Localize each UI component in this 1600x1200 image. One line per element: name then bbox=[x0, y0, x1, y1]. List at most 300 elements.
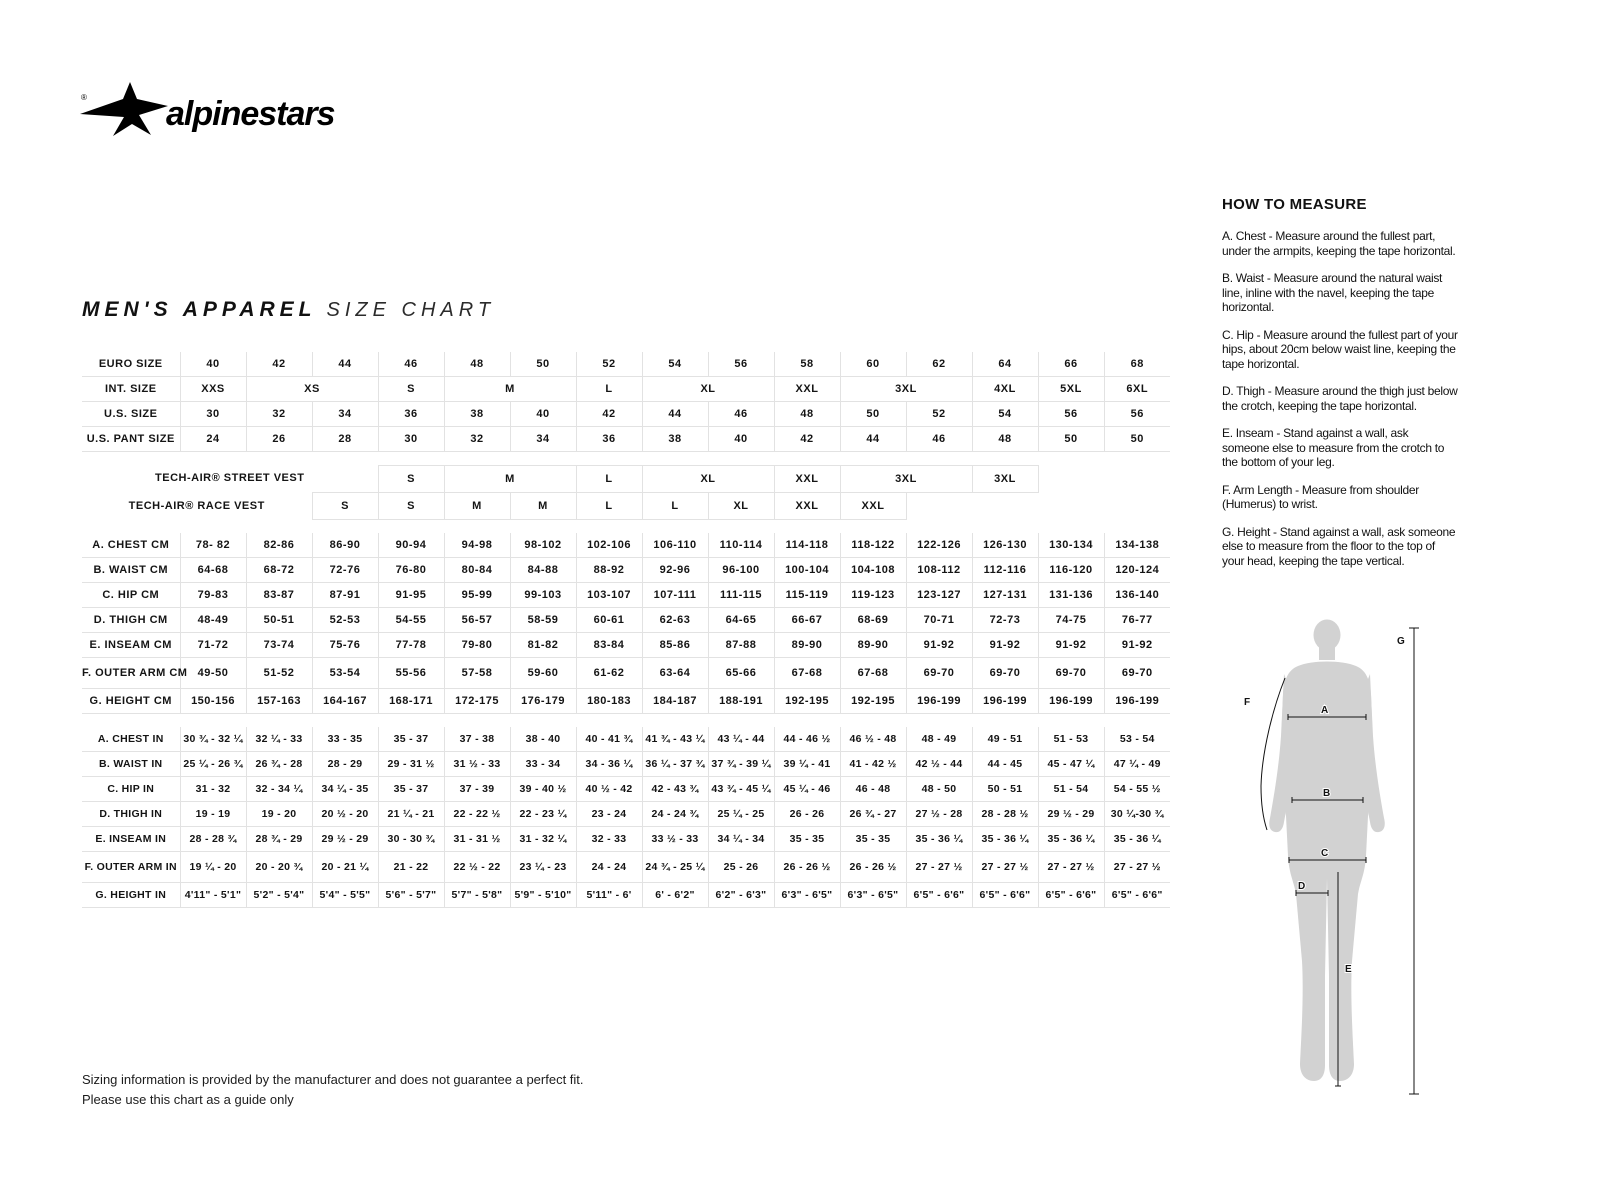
size-cell: 58-59 bbox=[510, 608, 576, 633]
size-cell: 26 - 26 ½ bbox=[774, 852, 840, 883]
size-cell: 46 bbox=[708, 402, 774, 427]
size-cell: 34 ¼ - 34 bbox=[708, 827, 774, 852]
size-cell: 50-51 bbox=[246, 608, 312, 633]
footer-disclaimer bbox=[82, 1070, 584, 1109]
size-cell: 66 bbox=[1038, 352, 1104, 377]
table-spacer bbox=[82, 452, 1170, 466]
size-cell: 75-76 bbox=[312, 633, 378, 658]
size-cell: 30 bbox=[180, 402, 246, 427]
size-cell: 33 - 34 bbox=[510, 752, 576, 777]
size-cell: 48 - 50 bbox=[906, 777, 972, 802]
size-cell: 30 ¼-30 ¾ bbox=[1104, 802, 1170, 827]
size-cell: 28 - 28 ½ bbox=[972, 802, 1038, 827]
size-cell: 32 ¼ - 33 bbox=[246, 727, 312, 752]
size-cell: 30 - 30 ¾ bbox=[378, 827, 444, 852]
page-title-sub: SIZE CHART bbox=[326, 299, 496, 321]
size-cell: 176-179 bbox=[510, 689, 576, 714]
size-cell: 127-131 bbox=[972, 583, 1038, 608]
size-cell: 42 bbox=[246, 352, 312, 377]
size-cell: 27 ½ - 28 bbox=[906, 802, 972, 827]
empty-cell bbox=[906, 493, 1170, 520]
size-cell: 52 bbox=[576, 352, 642, 377]
size-cell: M bbox=[444, 377, 576, 402]
how-to-measure-section bbox=[1222, 196, 1458, 581]
table-row-euro-size bbox=[82, 352, 1170, 377]
size-cell: 72-73 bbox=[972, 608, 1038, 633]
size-cell: 51 - 54 bbox=[1038, 777, 1104, 802]
table-spacer bbox=[82, 714, 1170, 728]
size-cell: 32 - 33 bbox=[576, 827, 642, 852]
size-cell: 196-199 bbox=[1104, 689, 1170, 714]
size-cell: 28 ¾ - 29 bbox=[246, 827, 312, 852]
row-label-thigh-in: D. THIGH IN bbox=[82, 802, 180, 827]
size-cell: 35 - 36 ¼ bbox=[972, 827, 1038, 852]
size-cell: 66-67 bbox=[774, 608, 840, 633]
size-cell: 23 ¼ - 23 bbox=[510, 852, 576, 883]
diagram-label-arm: F bbox=[1244, 697, 1251, 708]
size-cell: XXL bbox=[774, 377, 840, 402]
registered-mark: ® bbox=[81, 93, 87, 102]
size-cell: 87-91 bbox=[312, 583, 378, 608]
size-cell: 46 bbox=[378, 352, 444, 377]
size-cell: 112-116 bbox=[972, 558, 1038, 583]
size-cell: M bbox=[444, 493, 510, 520]
row-label-chest-cm: A. CHEST CM bbox=[82, 533, 180, 558]
size-cell: 35 - 37 bbox=[378, 777, 444, 802]
brand-wordmark: alpinestars bbox=[166, 95, 335, 133]
size-cell: 24 ¾ - 25 ¼ bbox=[642, 852, 708, 883]
size-cell: 64-65 bbox=[708, 608, 774, 633]
size-cell: S bbox=[378, 493, 444, 520]
size-cell: 5'11" - 6' bbox=[576, 883, 642, 908]
size-cell: 27 - 27 ½ bbox=[1038, 852, 1104, 883]
size-cell: 6'3" - 6'5" bbox=[774, 883, 840, 908]
table-row-tech-air-street-vest bbox=[82, 466, 1170, 493]
size-cell: 6'2" - 6'3" bbox=[708, 883, 774, 908]
size-cell: 61-62 bbox=[576, 658, 642, 689]
table-row-chest-in bbox=[82, 727, 1170, 752]
size-cell: 55-56 bbox=[378, 658, 444, 689]
size-cell: 50 bbox=[1038, 427, 1104, 452]
size-cell: L bbox=[642, 493, 708, 520]
measure-instruction-0: A. Chest - Measure around the fullest part, under the armpits, keeping the tape horizontal. bbox=[1222, 229, 1456, 258]
row-label-inseam-cm: E. INSEAM CM bbox=[82, 633, 180, 658]
size-cell: 92-96 bbox=[642, 558, 708, 583]
size-cell: 56 bbox=[708, 352, 774, 377]
size-cell: 54-55 bbox=[378, 608, 444, 633]
size-cell: 81-82 bbox=[510, 633, 576, 658]
size-cell: 21 - 22 bbox=[378, 852, 444, 883]
size-cell: 103-107 bbox=[576, 583, 642, 608]
size-cell: 26 - 26 bbox=[774, 802, 840, 827]
table-row-hip-in bbox=[82, 777, 1170, 802]
size-cell: L bbox=[576, 493, 642, 520]
size-cell: 22 - 23 ¼ bbox=[510, 802, 576, 827]
size-cell: 196-199 bbox=[972, 689, 1038, 714]
size-cell: 36 ¼ - 37 ¾ bbox=[642, 752, 708, 777]
table-row-inseam-in bbox=[82, 827, 1170, 852]
size-cell: 91-92 bbox=[972, 633, 1038, 658]
row-label-us-size: U.S. SIZE bbox=[82, 402, 180, 427]
size-cell: 49 - 51 bbox=[972, 727, 1038, 752]
size-cell: 35 - 35 bbox=[774, 827, 840, 852]
size-cell: 32 - 34 ¼ bbox=[246, 777, 312, 802]
size-cell: 62 bbox=[906, 352, 972, 377]
size-cell: 56 bbox=[1038, 402, 1104, 427]
size-cell: 46 bbox=[906, 427, 972, 452]
size-cell: 91-92 bbox=[1038, 633, 1104, 658]
size-cell: 5'6" - 5'7" bbox=[378, 883, 444, 908]
size-cell: L bbox=[576, 377, 642, 402]
size-cell: 36 bbox=[576, 427, 642, 452]
measure-instruction-5: F. Arm Length - Measure from shoulder (Humerus) to wrist. bbox=[1222, 482, 1419, 511]
table-row-inseam-cm bbox=[82, 633, 1170, 658]
size-cell: 157-163 bbox=[246, 689, 312, 714]
size-cell: 35 - 36 ¼ bbox=[1038, 827, 1104, 852]
size-cell: 3XL bbox=[972, 466, 1038, 493]
size-cell: 44 bbox=[642, 402, 708, 427]
measure-instruction-6: G. Height - Stand against a wall, ask someone else to measure from the floor to the top of your head, keeping the tape vertical. bbox=[1222, 524, 1456, 568]
size-cell: 106-110 bbox=[642, 533, 708, 558]
size-cell: XL bbox=[642, 466, 774, 493]
row-label-hip-in: C. HIP IN bbox=[82, 777, 180, 802]
size-cell: 27 - 27 ½ bbox=[1104, 852, 1170, 883]
size-cell: 88-92 bbox=[576, 558, 642, 583]
size-cell: 49-50 bbox=[180, 658, 246, 689]
size-cell: 68-72 bbox=[246, 558, 312, 583]
size-cell: 6' - 6'2" bbox=[642, 883, 708, 908]
size-cell: 43 ¾ - 45 ¼ bbox=[708, 777, 774, 802]
size-cell: XXL bbox=[774, 493, 840, 520]
measure-instruction-3: D. Thigh - Measure around the thigh just below the crotch, keeping the tape horizontal. bbox=[1222, 384, 1458, 413]
size-cell: 50 bbox=[510, 352, 576, 377]
size-cell: 90-94 bbox=[378, 533, 444, 558]
empty-cell bbox=[1038, 466, 1170, 493]
size-cell: 51-52 bbox=[246, 658, 312, 689]
size-cell: 71-72 bbox=[180, 633, 246, 658]
table-row-gap2 bbox=[82, 520, 1170, 534]
size-cell: 44 bbox=[312, 352, 378, 377]
size-cell: 31 ½ - 33 bbox=[444, 752, 510, 777]
size-cell: 6'5" - 6'6" bbox=[1038, 883, 1104, 908]
size-cell: 89-90 bbox=[840, 633, 906, 658]
diagram-label-height: G bbox=[1397, 636, 1405, 647]
size-cell: 44 bbox=[840, 427, 906, 452]
size-cell: 23 - 24 bbox=[576, 802, 642, 827]
size-cell: 32 bbox=[246, 402, 312, 427]
size-cell: 164-167 bbox=[312, 689, 378, 714]
table-row-hip-cm bbox=[82, 583, 1170, 608]
size-cell: 29 - 31 ½ bbox=[378, 752, 444, 777]
row-label-inseam-in: E. INSEAM IN bbox=[82, 827, 180, 852]
size-cell: 104-108 bbox=[840, 558, 906, 583]
row-label-waist-in: B. WAIST IN bbox=[82, 752, 180, 777]
size-cell: 33 - 35 bbox=[312, 727, 378, 752]
size-cell: 102-106 bbox=[576, 533, 642, 558]
size-cell: 40 bbox=[708, 427, 774, 452]
size-cell: 40 ½ - 42 bbox=[576, 777, 642, 802]
size-cell: 37 ¾ - 39 ¼ bbox=[708, 752, 774, 777]
size-cell: 54 bbox=[642, 352, 708, 377]
size-cell: 53-54 bbox=[312, 658, 378, 689]
size-cell: 34 - 36 ¼ bbox=[576, 752, 642, 777]
table-row-gap3 bbox=[82, 714, 1170, 728]
size-cell: 57-58 bbox=[444, 658, 510, 689]
size-cell: 46 - 48 bbox=[840, 777, 906, 802]
size-cell: 96-100 bbox=[708, 558, 774, 583]
size-cell: 52 bbox=[906, 402, 972, 427]
size-cell: 86-90 bbox=[312, 533, 378, 558]
size-cell: 120-124 bbox=[1104, 558, 1170, 583]
size-cell: 4XL bbox=[972, 377, 1038, 402]
size-cell: 48 bbox=[444, 352, 510, 377]
size-cell: 24 - 24 ¾ bbox=[642, 802, 708, 827]
size-cell: 77-78 bbox=[378, 633, 444, 658]
size-cell: XXL bbox=[840, 493, 906, 520]
size-cell: 42 ½ - 44 bbox=[906, 752, 972, 777]
size-cell: 31 - 32 bbox=[180, 777, 246, 802]
alpinestars-logo bbox=[80, 78, 370, 148]
size-cell: 60 bbox=[840, 352, 906, 377]
table-row-int-size bbox=[82, 377, 1170, 402]
size-cell: 34 bbox=[312, 402, 378, 427]
size-cell: 34 ¼ - 35 bbox=[312, 777, 378, 802]
size-cell: 6'5" - 6'6" bbox=[1104, 883, 1170, 908]
size-cell: 136-140 bbox=[1104, 583, 1170, 608]
size-cell: 47 ¼ - 49 bbox=[1104, 752, 1170, 777]
measure-instruction-1: B. Waist - Measure around the natural waist line, inline with the navel, keeping the tape horizontal. bbox=[1222, 271, 1443, 314]
size-cell: 40 bbox=[510, 402, 576, 427]
size-cell: 40 bbox=[180, 352, 246, 377]
size-cell: 192-195 bbox=[774, 689, 840, 714]
size-cell: 44 - 46 ½ bbox=[774, 727, 840, 752]
size-cell: 89-90 bbox=[774, 633, 840, 658]
size-cell: 24 - 24 bbox=[576, 852, 642, 883]
diagram-label-chest: A bbox=[1321, 705, 1329, 716]
size-cell: 62-63 bbox=[642, 608, 708, 633]
size-cell: 42 bbox=[576, 402, 642, 427]
size-cell: S bbox=[312, 493, 378, 520]
size-cell: 45 ¼ - 46 bbox=[774, 777, 840, 802]
size-cell: 32 bbox=[444, 427, 510, 452]
size-cell: 28 - 28 ¾ bbox=[180, 827, 246, 852]
table-row-us-size bbox=[82, 402, 1170, 427]
size-cell: 27 - 27 ½ bbox=[906, 852, 972, 883]
table-row-thigh-cm bbox=[82, 608, 1170, 633]
size-cell: 6XL bbox=[1104, 377, 1170, 402]
size-cell: 45 - 47 ¼ bbox=[1038, 752, 1104, 777]
table-row-tech-air-race-vest bbox=[82, 493, 1170, 520]
footer-line-2: Please use this chart as a guide only bbox=[82, 1091, 294, 1107]
table-row-waist-in bbox=[82, 752, 1170, 777]
table-row-us-pant-size bbox=[82, 427, 1170, 452]
size-cell: 196-199 bbox=[906, 689, 972, 714]
size-cell: 131-136 bbox=[1038, 583, 1104, 608]
size-cell: 126-130 bbox=[972, 533, 1038, 558]
row-label-outer-arm-in: F. OUTER ARM IN bbox=[82, 852, 180, 883]
size-cell: 28 - 29 bbox=[312, 752, 378, 777]
size-cell: 48 - 49 bbox=[906, 727, 972, 752]
size-cell: 119-123 bbox=[840, 583, 906, 608]
size-cell: 84-88 bbox=[510, 558, 576, 583]
row-label-int-size: INT. SIZE bbox=[82, 377, 180, 402]
footer-line-1: Sizing information is provided by the manufacturer and does not guarantee a perfect fit. bbox=[82, 1072, 584, 1087]
size-cell: 63-64 bbox=[642, 658, 708, 689]
size-cell: 50 bbox=[840, 402, 906, 427]
row-label-euro-size: EURO SIZE bbox=[82, 352, 180, 377]
size-cell: 41 - 42 ½ bbox=[840, 752, 906, 777]
size-cell: 38 - 40 bbox=[510, 727, 576, 752]
page-title-main: MEN'S APPAREL bbox=[82, 298, 317, 321]
size-cell: 39 ¼ - 41 bbox=[774, 752, 840, 777]
size-cell: 26 - 26 ½ bbox=[840, 852, 906, 883]
size-cell: 3XL bbox=[840, 466, 972, 493]
size-cell: 130-134 bbox=[1038, 533, 1104, 558]
table-row-height-in bbox=[82, 883, 1170, 908]
size-cell: 19 - 20 bbox=[246, 802, 312, 827]
size-cell: XXL bbox=[774, 466, 840, 493]
size-cell: 64 bbox=[972, 352, 1038, 377]
size-cell: 39 - 40 ½ bbox=[510, 777, 576, 802]
size-cell: 29 ½ - 29 bbox=[1038, 802, 1104, 827]
size-cell: 20 ½ - 20 bbox=[312, 802, 378, 827]
size-cell: 64-68 bbox=[180, 558, 246, 583]
table-row-chest-cm bbox=[82, 533, 1170, 558]
size-cell: 68-69 bbox=[840, 608, 906, 633]
size-cell: 35 - 37 bbox=[378, 727, 444, 752]
size-cell: 115-119 bbox=[774, 583, 840, 608]
size-cell: 6'3" - 6'5" bbox=[840, 883, 906, 908]
size-cell: 30 bbox=[378, 427, 444, 452]
size-cell: 58 bbox=[774, 352, 840, 377]
size-cell: 98-102 bbox=[510, 533, 576, 558]
size-cell: 48 bbox=[972, 427, 1038, 452]
size-cell: 73-74 bbox=[246, 633, 312, 658]
size-cell: 82-86 bbox=[246, 533, 312, 558]
size-cell: 5XL bbox=[1038, 377, 1104, 402]
size-cell: 172-175 bbox=[444, 689, 510, 714]
size-cell: 6'5" - 6'6" bbox=[972, 883, 1038, 908]
size-cell: 20 - 20 ¾ bbox=[246, 852, 312, 883]
size-cell: 118-122 bbox=[840, 533, 906, 558]
size-cell: 4'11" - 5'1" bbox=[180, 883, 246, 908]
size-cell: S bbox=[378, 466, 444, 493]
size-cell: 24 bbox=[180, 427, 246, 452]
how-to-measure-heading: HOW TO MEASURE bbox=[1222, 196, 1367, 213]
size-cell: 34 bbox=[510, 427, 576, 452]
size-cell: M bbox=[444, 466, 576, 493]
size-table bbox=[82, 352, 1170, 908]
size-cell: 35 - 35 bbox=[840, 827, 906, 852]
table-row-thigh-in bbox=[82, 802, 1170, 827]
size-cell: 108-112 bbox=[906, 558, 972, 583]
size-cell: 26 ¾ - 27 bbox=[840, 802, 906, 827]
table-row-outer-arm-cm bbox=[82, 658, 1170, 689]
size-cell: 50 bbox=[1104, 427, 1170, 452]
size-cell: 48 bbox=[774, 402, 840, 427]
size-cell: 29 ½ - 29 bbox=[312, 827, 378, 852]
size-cell: 52-53 bbox=[312, 608, 378, 633]
size-cell: 27 - 27 ½ bbox=[972, 852, 1038, 883]
page-title bbox=[82, 298, 495, 322]
size-cell: 87-88 bbox=[708, 633, 774, 658]
measure-instruction-4: E. Inseam - Stand against a wall, ask someone else to measure from the crotch to the bottom of your leg. bbox=[1222, 426, 1445, 469]
measure-instruction-2: C. Hip - Measure around the fullest part of your hips, about 20cm below waist line, keeping the tape horizontal. bbox=[1222, 327, 1458, 371]
size-cell: 42 bbox=[774, 427, 840, 452]
size-cell: 20 - 21 ¼ bbox=[312, 852, 378, 883]
size-cell: 184-187 bbox=[642, 689, 708, 714]
size-cell: 79-83 bbox=[180, 583, 246, 608]
diagram-label-waist: B bbox=[1323, 788, 1331, 799]
size-cell: 180-183 bbox=[576, 689, 642, 714]
size-cell: 19 - 19 bbox=[180, 802, 246, 827]
size-cell: 99-103 bbox=[510, 583, 576, 608]
size-cell: 83-84 bbox=[576, 633, 642, 658]
row-label-us-pant-size: U.S. PANT SIZE bbox=[82, 427, 180, 452]
row-label-chest-in: A. CHEST IN bbox=[82, 727, 180, 752]
row-label-outer-arm-cm: F. OUTER ARM CM bbox=[82, 658, 180, 689]
size-cell: 40 - 41 ¾ bbox=[576, 727, 642, 752]
size-cell: 30 ¾ - 32 ¼ bbox=[180, 727, 246, 752]
size-cell: XL bbox=[708, 493, 774, 520]
size-cell: 31 - 31 ½ bbox=[444, 827, 510, 852]
size-cell: 65-66 bbox=[708, 658, 774, 689]
size-cell: 35 - 36 ¼ bbox=[906, 827, 972, 852]
size-cell: 85-86 bbox=[642, 633, 708, 658]
size-cell: 95-99 bbox=[444, 583, 510, 608]
size-cell: 48-49 bbox=[180, 608, 246, 633]
height-measure-line bbox=[1409, 628, 1419, 1094]
diagram-label-hip: C bbox=[1321, 848, 1329, 859]
size-cell: 60-61 bbox=[576, 608, 642, 633]
body-measurement-diagram bbox=[1232, 616, 1442, 1101]
size-cell: 6'5" - 6'6" bbox=[906, 883, 972, 908]
size-cell: 41 ¾ - 43 ¼ bbox=[642, 727, 708, 752]
row-label-height-in: G. HEIGHT IN bbox=[82, 883, 180, 908]
size-cell: XXS bbox=[180, 377, 246, 402]
size-cell: 76-77 bbox=[1104, 608, 1170, 633]
size-cell: 83-87 bbox=[246, 583, 312, 608]
size-cell: 69-70 bbox=[972, 658, 1038, 689]
size-cell: 94-98 bbox=[444, 533, 510, 558]
row-label-tech-air-race-vest: TECH-AIR® RACE VEST bbox=[128, 499, 265, 512]
size-cell: 51 - 53 bbox=[1038, 727, 1104, 752]
size-cell: 38 bbox=[444, 402, 510, 427]
size-cell: 100-104 bbox=[774, 558, 840, 583]
size-cell: 42 - 43 ¾ bbox=[642, 777, 708, 802]
size-cell: 134-138 bbox=[1104, 533, 1170, 558]
table-row-waist-cm bbox=[82, 558, 1170, 583]
size-cell: 33 ½ - 33 bbox=[642, 827, 708, 852]
size-cell: 5'7" - 5'8" bbox=[444, 883, 510, 908]
size-cell: 5'9" - 5'10" bbox=[510, 883, 576, 908]
size-cell: 72-76 bbox=[312, 558, 378, 583]
table-row-outer-arm-in bbox=[82, 852, 1170, 883]
size-cell: 3XL bbox=[840, 377, 972, 402]
size-cell: 22 - 22 ½ bbox=[444, 802, 510, 827]
size-cell: XL bbox=[642, 377, 774, 402]
size-cell: 192-195 bbox=[840, 689, 906, 714]
size-cell: 122-126 bbox=[906, 533, 972, 558]
size-cell: 26 ¾ - 28 bbox=[246, 752, 312, 777]
size-cell: XS bbox=[246, 377, 378, 402]
size-cell: 74-75 bbox=[1038, 608, 1104, 633]
size-cell: 50 - 51 bbox=[972, 777, 1038, 802]
size-cell: 91-95 bbox=[378, 583, 444, 608]
size-cell: 5'2" - 5'4" bbox=[246, 883, 312, 908]
size-cell: 37 - 39 bbox=[444, 777, 510, 802]
size-cell: 78- 82 bbox=[180, 533, 246, 558]
